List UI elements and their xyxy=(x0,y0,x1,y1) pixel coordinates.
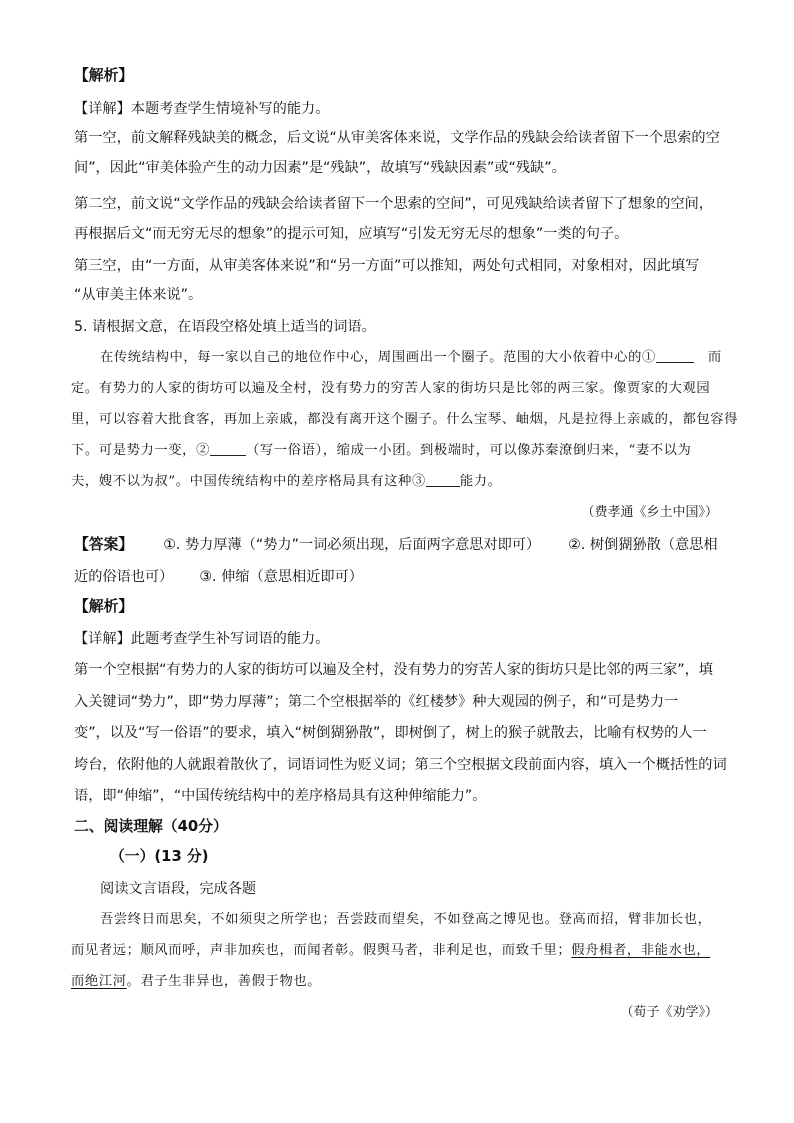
analysis-line: 第一个空根据“有势力的人家的街坊可以遍及全村，没有势力的穷苦人家的街坊只是比邻的两三家”，填 xyxy=(74,662,713,678)
answer-line: 近的俗语也可） ③. 伸缩（意思相近即可） xyxy=(74,569,363,585)
passage-line: 定。有势力的人家的街坊可以遍及全村，没有势力的穷苦人家的街坊只是比邻的两三家。像贾家的大观园 xyxy=(71,381,711,396)
subsection-heading: （一）(13 分) xyxy=(110,848,209,865)
analysis-line: 语，即“伸缩”，“中国传统结构中的差序格局具有这种伸缩能力”。 xyxy=(74,788,487,804)
analysis-line: 变”，以及“写一俗语”的要求，填入“树倒猢狲散”，即树倒了，树上的猴子就散去，比喻有权势的人一 xyxy=(74,725,707,741)
answer-tag: 【答案】 xyxy=(74,536,134,553)
blank-number: ① xyxy=(641,350,656,365)
passage-line: 在传统结构中，每一家以自己的地位作中心，周围画出一个圈子。范围的大小依着中心的① 而 xyxy=(100,350,722,365)
analysis-tag: 【解析】 xyxy=(74,67,134,84)
analysis-tag: 【解析】 xyxy=(74,598,134,615)
answer-blank xyxy=(656,348,694,363)
answer-blank xyxy=(426,472,460,487)
analysis-line: 垮台，依附他的人就跟着散伙了，词语词性为贬义词；第三个空根据文段前面内容，填入一个概括性的词 xyxy=(74,757,727,773)
source-citation: （费孝通《乡土中国》） xyxy=(581,505,718,520)
analysis-line: 间”，因此“审美体验产生的动力因素”是“残缺”，故填写“残缺因素”或“残缺”。 xyxy=(74,160,566,176)
instruction: 阅读文言语段，完成各题 xyxy=(100,881,257,897)
passage-line: 下。可是势力一变，② （写一俗语），缩成一小团。到极端时，可以像苏秦潦倒归来，“妻不以为 xyxy=(71,443,692,458)
answer-line xyxy=(74,535,718,555)
analysis-line: 第三空，由“一方面，从审美客体来说”和“另一方面”可以推知，两处句式相同，对象相对，因此填写 xyxy=(74,258,700,274)
blank-number: ② xyxy=(196,443,210,458)
analysis-line: 第二空，前文说“文学作品的残缺会给读者留下一个思索的空间”，可见残缺给读者留下了想象的空间， xyxy=(74,196,713,212)
source-citation: （荀子《劝学》） xyxy=(620,1005,718,1020)
question-5: 5. 请根据文意，在语段空格处填上适当的词语。 xyxy=(74,319,376,335)
answer-blank xyxy=(210,441,246,456)
passage-line: 夫，嫂不以为叔”。中国传统结构中的差序格局具有这种③ 能力。 xyxy=(71,474,502,489)
analysis-line: “从审美主体来说”。 xyxy=(74,287,203,303)
answer-3: ③. 伸缩（意思相近即可） xyxy=(199,569,363,585)
classical-text-line: 吾尝终日而思矣，不如须臾之所学也；吾尝跂而望矣，不如登高之博见也。登高而招，臂非加长也， xyxy=(100,912,712,927)
blank-number: ③ xyxy=(411,474,426,489)
answer-1: ①. 势力厚薄（“势力”一词必须出现，后面两字意思对即可） xyxy=(163,537,541,553)
detail-line: 【详解】此题考查学生补写词语的能力。 xyxy=(74,631,330,647)
answer-2: ②. 树倒猢狲散（意思相 xyxy=(568,537,718,553)
underlined-sentence: 假舟楫者，非能水也， xyxy=(571,943,711,958)
analysis-line: 第一空，前文解释残缺美的概念，后文说“从审美客体来说，文学作品的残缺会给读者留下一个思索的空 xyxy=(74,130,720,146)
passage-line: 里，可以容着大批食客，再加上亲戚，都没有离开这个圈子。什么宝琴、岫烟，凡是拉得上亲戚的，都包容得 xyxy=(71,412,739,427)
classical-text-line: 而绝江河。君子生非异也，善假于物也。 xyxy=(71,974,322,989)
analysis-line: 入关键词“势力”，即“势力厚薄”；第二个空根据举的《红楼梦》种大观园的例子，和“可是势力一 xyxy=(74,694,679,710)
analysis-line: 再根据后文“而无穷无尽的想象”的提示可知，应填写“引发无穷无尽的想象”一类的句子。 xyxy=(74,226,629,242)
detail-line: 【详解】本题考查学生情境补写的能力。 xyxy=(74,101,330,117)
underlined-sentence: 而绝江河 xyxy=(71,974,127,989)
classical-text-line: 而见者远；顺风而呼，声非加疾也，而闻者彰。假舆马者，非利足也，而致千里；假舟楫者，非能水也， xyxy=(71,943,711,958)
section-heading: 二、阅读理解（40分） xyxy=(74,818,228,835)
